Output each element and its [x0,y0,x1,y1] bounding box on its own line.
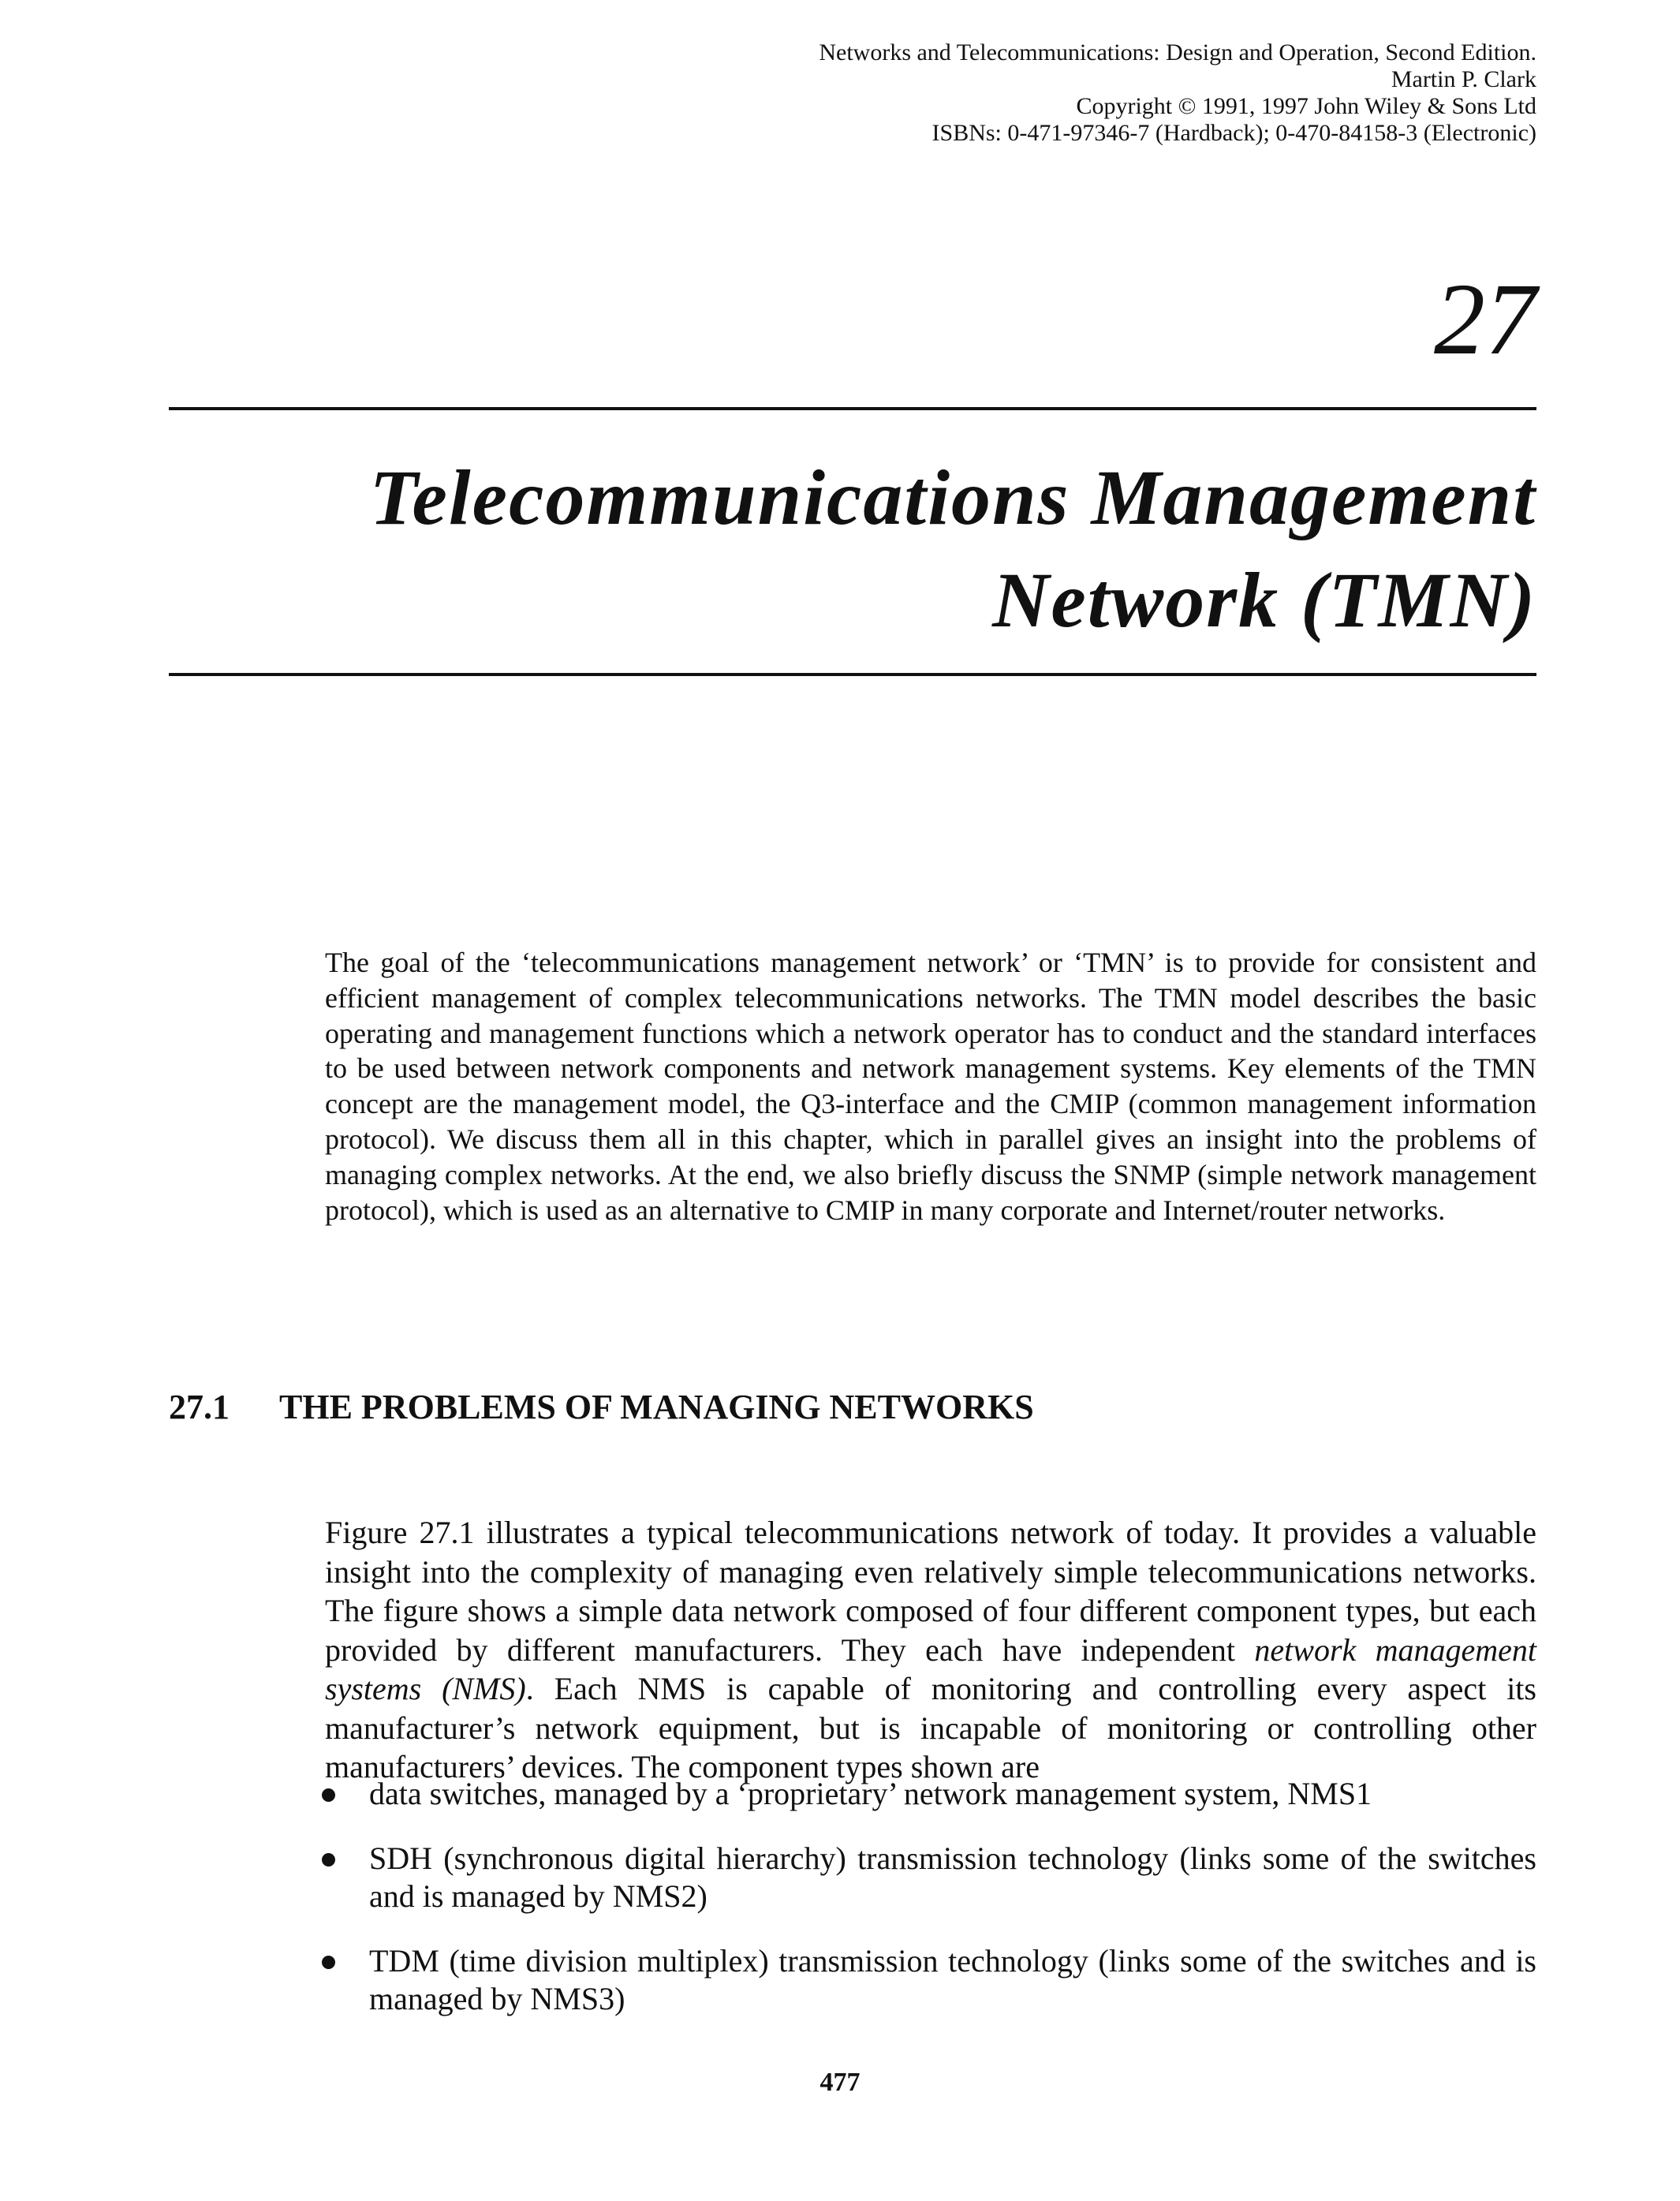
list-item-text: SDH (synchronous digital hierarchy) transmission technology (links some of the switches and is managed by NMS2) [369,1840,1536,1914]
title-rule-top [169,407,1536,410]
body-text-part-1: Figure 27.1 illustrates a typical telecommunications network of today. It provides a valuable insight into the complexity of managing even relatively simple telecommunications networks. The figure shows a simple data network composed of four different component types, but each provided by different manufacturers. They each have independent [325,1515,1536,1668]
list-item [315,1775,1536,1813]
chapter-title-line-1: Telecommunications Management [369,454,1536,541]
chapter-abstract: The goal of the ‘telecommunications management network’ or ‘TMN’ is to provide for consistent and efficient management of complex telecommunications networks. The TMN model describes the basic operating and management functions which a network operator has to conduct and the standard interfaces to be used between network components and network management systems. Key elements of the TMN concept are the management model, the Q3-interface and the CMIP (common management information protocol). We discuss them all in this chapter, which in parallel gives an insight into the problems of managing complex networks. At the end, we also briefly discuss the SNMP (simple network management protocol), which is used as an alternative to CMIP in many corporate and Internet/router networks. [325,947,1536,1226]
header-line-title: Networks and Telecommunications: Design and Operation, Second Edition. [819,39,1536,65]
list-item [315,1942,1536,2018]
header-line-copyright: Copyright © 1991, 1997 John Wiley & Sons Ltd [1076,93,1536,119]
bullet-icon [322,1853,335,1867]
chapter-number: 27 [1434,263,1536,376]
section-number: 27.1 [169,1388,230,1426]
list-item-text: data switches, managed by a ‘proprietary’ network management system, NMS1 [369,1776,1372,1811]
body-paragraph [325,1513,1536,1787]
header-line-isbn: ISBNs: 0-471-97346-7 (Hardback); 0-470-84158-3 (Electronic) [931,120,1536,146]
section-title: THE PROBLEMS OF MANAGING NETWORKS [279,1388,1034,1426]
chapter-title-line-2: Network (TMN) [992,556,1536,644]
section-heading [169,1385,1536,1429]
chapter-title [196,447,1536,652]
publication-header [590,39,1536,147]
list-item [315,1840,1536,1915]
body-text-part-2: . Each NMS is capable of monitoring and controlling every aspect its manufacturer’s network equipment, but is incapable of monitoring or controlling other manufacturers’ devices. The component types shown are [325,1671,1536,1784]
body-emphasis: network management systems (NMS) [325,1631,1536,1706]
bullet-list [315,1775,1536,2045]
page-number: 477 [819,2068,861,2097]
bullet-icon [322,1788,335,1802]
header-line-author: Martin P. Clark [1391,66,1536,92]
title-rule-bottom [169,673,1536,676]
list-item-text: TDM (time division multiplex) transmission technology (links some of the switches and is managed by NMS3) [369,1943,1536,2016]
bullet-icon [322,1956,335,1969]
